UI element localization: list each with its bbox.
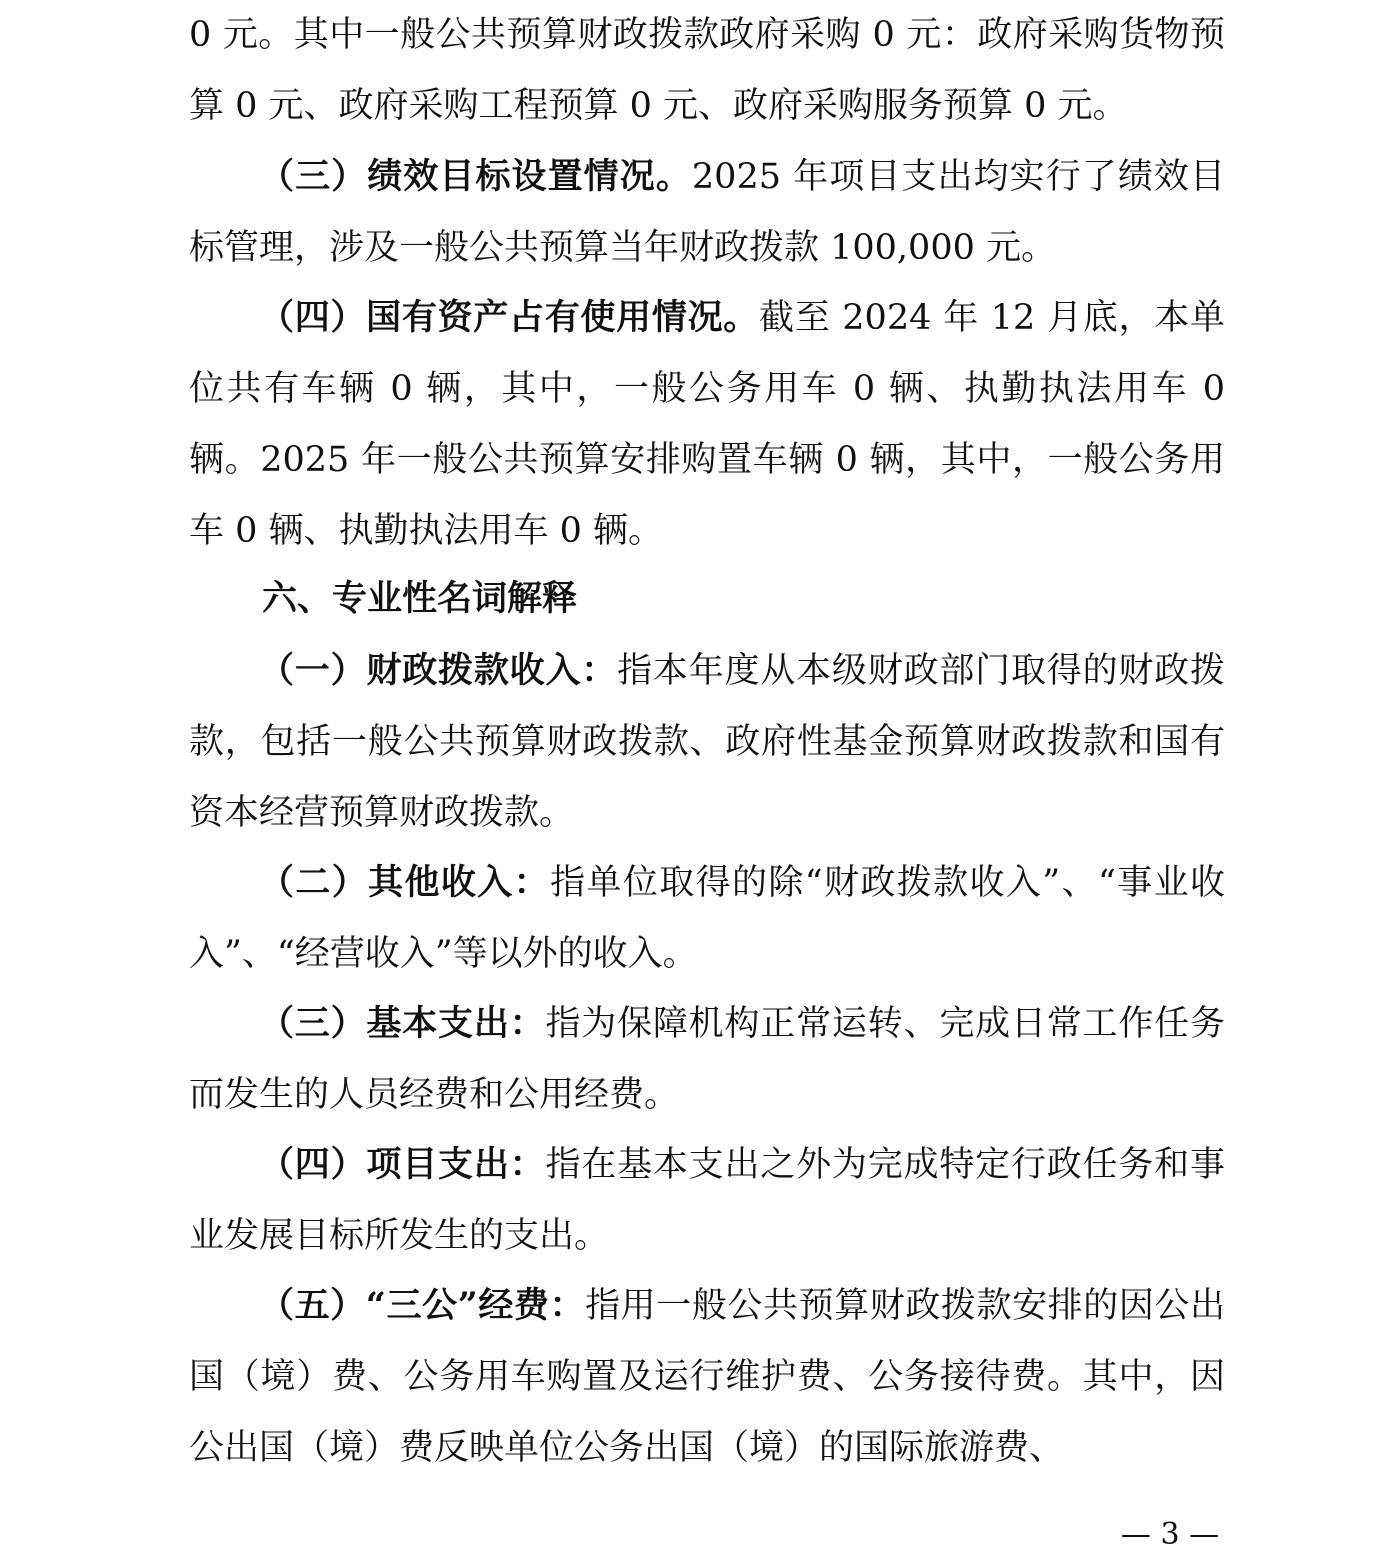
paragraph-text: 截至 2024 年 12 月底，本单位共有车辆 0 辆，其中，一般公务用车 0 辆、执勤执法用车 0 辆。2025 年一般公共预算安排购置车辆 0 辆，其中，一般公务用车 0 辆、执勤执法用车 0 辆。 bbox=[189, 298, 1225, 551]
paragraph-lead: （三）绩效目标设置情况。 bbox=[259, 156, 692, 197]
definition-text: 指为保障机构正常运转、完成日常工作任务而发生的人员经费和公用经费。 bbox=[189, 1004, 1225, 1115]
definition-term: （五）“三公”经费： bbox=[259, 1285, 586, 1326]
section-heading: 六、专业性名词解释 bbox=[262, 579, 578, 619]
definition-text: 指单位取得的除“财政拨款收入”、“事业收入”、“经营收入”等以外的收入。 bbox=[189, 863, 1225, 974]
definition-text: 指本年度从本级财政部门取得的财政拨款，包括一般公共预算财政拨款、政府性基金预算财政拨款和国有资本经营预算财政拨款。 bbox=[189, 651, 1225, 833]
definition-fiscal-appropriation bbox=[189, 635, 1225, 849]
paragraph-text: 2025 年项目支出均实行了绩效目标管理，涉及一般公共预算当年财政拨款 100,000 元。 bbox=[189, 157, 1225, 268]
paragraph-state-assets bbox=[189, 282, 1225, 567]
definition-term: （四）项目支出： bbox=[259, 1144, 546, 1185]
definition-text: 指在基本支出之外为完成特定行政任务和事业发展目标所发生的支出。 bbox=[189, 1145, 1225, 1256]
definition-term: （三）基本支出： bbox=[259, 1003, 546, 1044]
paragraph-lead: （四）国有资产占有使用情况。 bbox=[259, 297, 760, 338]
paragraph-procurement bbox=[189, 0, 1225, 142]
page-number: — 3 — bbox=[1120, 1517, 1220, 1552]
definition-three-public-expenses bbox=[189, 1270, 1225, 1484]
definition-basic-expenditure bbox=[189, 988, 1225, 1131]
paragraph-text: 0 元。其中一般公共预算财政拨款政府采购 0 元：政府采购货物预算 0 元、政府采购工程预算 0 元、政府采购服务预算 0 元。 bbox=[189, 15, 1225, 126]
definition-term: （一）财政拨款收入： bbox=[259, 650, 618, 691]
paragraph-performance-goals bbox=[189, 141, 1225, 284]
definition-text: 指用一般公共预算财政拨款安排的因公出国（境）费、公务用车购置及运行维护费、公务接待费。其中，因公出国（境）费反映单位公务出国（境）的国际旅游费、 bbox=[189, 1286, 1225, 1468]
definition-project-expenditure bbox=[189, 1129, 1225, 1272]
definition-other-income bbox=[189, 847, 1225, 990]
definition-term: （二）其他收入： bbox=[259, 862, 551, 903]
